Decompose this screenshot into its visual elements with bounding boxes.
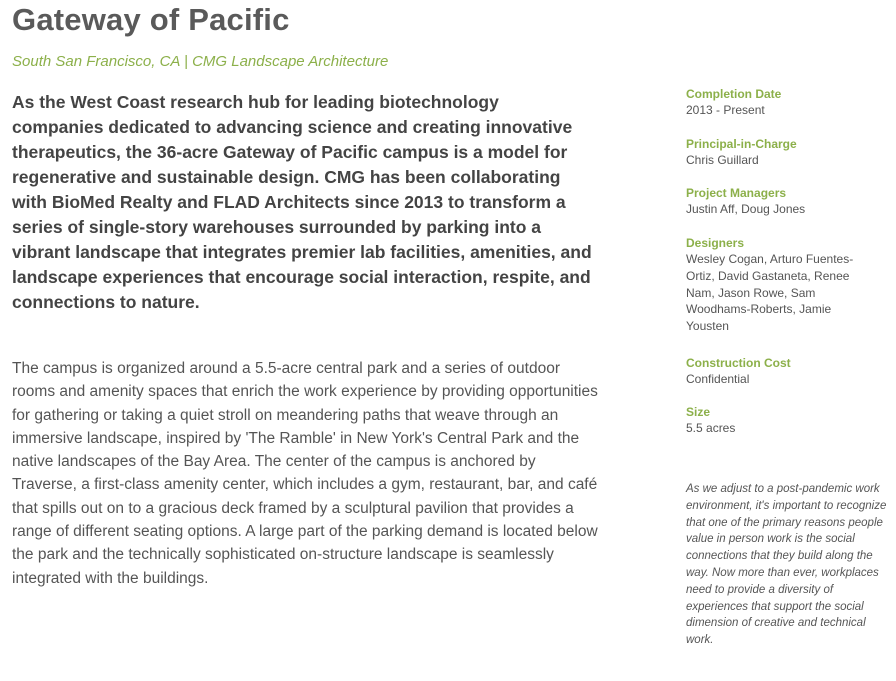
page-title: Gateway of Pacific — [12, 2, 290, 37]
detail-label: Completion Date — [686, 87, 782, 101]
detail-value: Justin Aff, Doug Jones — [686, 202, 806, 217]
detail-label: Designers — [686, 236, 745, 251]
detail-project-managers — [686, 185, 886, 218]
detail-value: 2013 - Present — [686, 103, 765, 117]
detail-value: Confidential — [686, 371, 750, 386]
detail-construction-cost — [686, 355, 886, 388]
project-subtitle: South San Francisco, CA | CMG Landscape Architecture — [12, 53, 389, 70]
detail-label: Construction Cost — [686, 355, 791, 370]
detail-principal — [686, 136, 886, 169]
detail-label: Principal-in-Charge — [686, 136, 797, 151]
lead-paragraph: As the West Coast research hub for leading biotechnology companies dedicated to advancing science and creating innovative therapeutics, the 36-acre Gateway of Pacific campus is a model for regenerative and sustainable design. CMG has been collaborating with BioMed Realty and FLAD Architects since 2013 to transform a series of single-story warehouses surrounded by parking into a vibrant landscape that integrates premier lab facilities, amenities, and landscape experiences that encourage social interaction, respite, and connections to nature. — [12, 92, 592, 312]
detail-size — [686, 404, 886, 437]
detail-value: Wesley Cogan, Arturo Fuentes-Ortiz, David Gastaneta, Renee Nam, Jason Rowe, Sam Woodhams-Roberts, Jamie Yousten — [686, 252, 854, 333]
detail-label: Project Managers — [686, 186, 787, 201]
project-details-sidebar — [686, 86, 886, 437]
detail-designers — [686, 235, 886, 335]
detail-value: Chris Guillard — [686, 152, 759, 167]
body-paragraph: The campus is organized around a 5.5-acre central park and a series of outdoor rooms and amenity spaces that enrich the work experience by providing opportunities for gathering or taking a quiet stroll on meandering paths that weave through an immersive landscape, inspired by 'The Ramble' in New York's Central Park and the native landscapes of the Bay Area. The center of the campus is anchored by Traverse, a first-class amenity center, which includes a gym, restaurant, bar, and café that spills out on to a gracious deck framed by a sculptural pavilion that provides a range of different seating options. A large part of the parking demand is located below the park and the technically sophisticated on-structure landscape is seamlessly integrated with the buildings. — [12, 360, 598, 587]
detail-label: Size — [686, 405, 711, 420]
pull-quote: As we adjust to a post-pandemic work environment, it's important to recognize that one of the primary reasons people value in person work is the social connections that they build along the way. Now more than ever, workplaces need to provide a diversity of experiences that support the social dimension of creative and technical work. — [686, 483, 887, 647]
detail-completion-date — [686, 86, 886, 119]
detail-value: 5.5 acres — [686, 421, 736, 436]
